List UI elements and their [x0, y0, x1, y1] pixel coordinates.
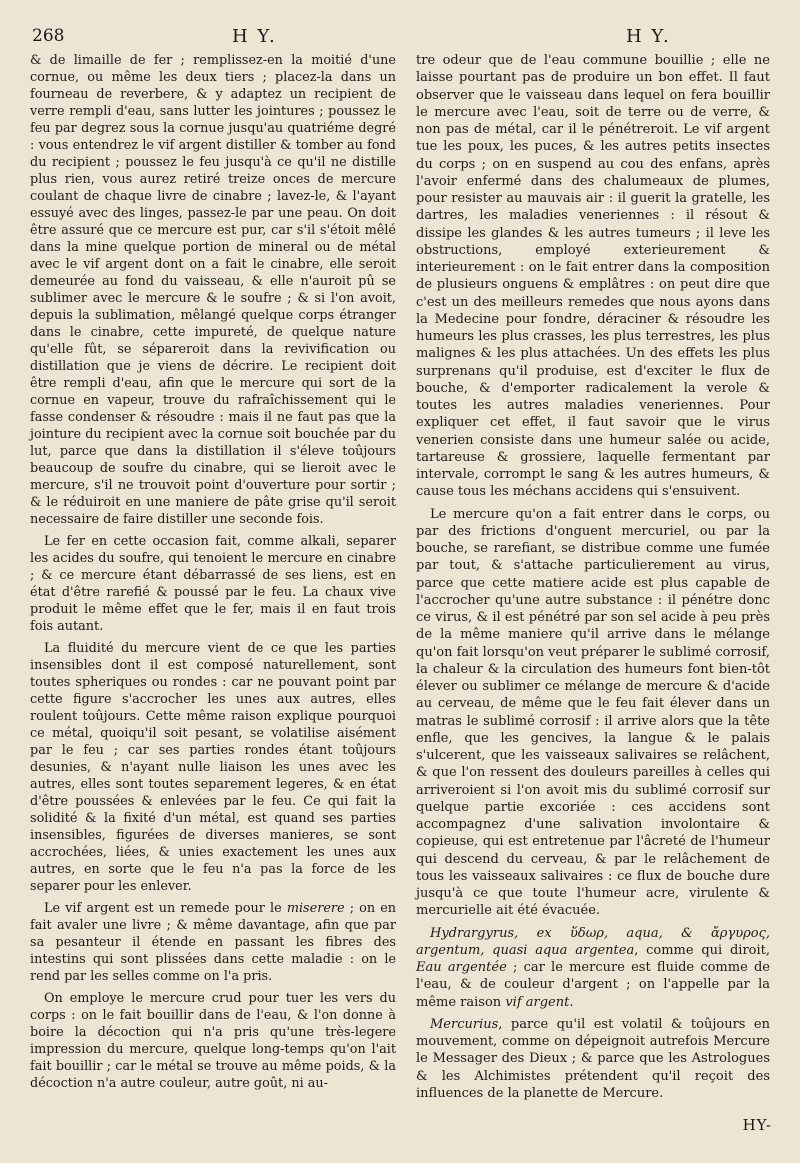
right-column [416, 52, 770, 1102]
paragraph: & de limaille de fer ; remplissez-en la moitié d'une cornue, ou même les deux tiers ; placez-la dans un fourneau de reverbere, & y adaptez un recipient de verre rempli d'eau, sans lutter les jointures ; poussez le feu par degrez sous la cornue jusqu'au quatriéme degré : vous entendrez le vif argent distiller & tomber au fond du recipient ; poussez le feu jusqu'à ce qu'il ne distille plus rien, vous aurez retiré treize onces de mercure coulant de chaque livre de cinabre ; lavez-le, & l'ayant essuyé avec des linges, passez-le par une peau. On doit être assuré que ce mercure est pur, car s'il s'étoit mêlé dans la mine quelque portion de mineral ou de métal avec le vif argent dont on a fait le cinabre, elle seroit demeurée au fond du vaisseau, & elle n'auroit pû se sublimer avec le mercure & le soufre ; & si l'on avoit, depuis la sublimation, mêlangé quelque corps étranger dans le cinabre, cette impureté, de quelque nature qu'elle fût, se sépareroit dans la revivification ou distillation que je viens de décrire. Le recipient doit être rempli d'eau, afin que le mercure qui sort de la cornue en vapeur, trouve du rafraîchissement qui le fasse condenser & résoudre : mais il ne faut pas que la jointure du recipient avec la cornue soit bouchée par du lut, parce que dans la distillation il s'éleve toûjours beaucoup de soufre du cinabre, qui se lieroit avec le mercure, s'il ne trouvoit point d'ouverture pour sortir ; & le réduiroit en une maniere de pâte grise qu'il seroit necessaire de faire distiller une seconde fois. [30, 53, 396, 527]
paragraph [416, 925, 770, 1011]
running-head-left: H Y. [232, 26, 277, 47]
text-run: ; on en fait avaler une livre ; & même davantage, afin que par sa pesanteur il étende en passant les fibres des intestins qui sont plissées dans cette maladie : on le rend par les selles comme on l'a pris. [30, 901, 397, 984]
catchword: HY- [742, 1116, 772, 1134]
text-run: , parce qu'il est volatil & toûjours en mouvement, comme on dépeignoit autrefois Mercure le Messager des Dieux ; & parce que les Astrologues & les Alchimistes prétendent qu'il reçoit des influences de la planette de Mercure. [416, 1016, 770, 1101]
paragraph: Le fer en cette occasion fait, comme alkali, separer les acides du soufre, qui tenoient le mercure en cinabre ; & ce mercure étant débarrassé de ses liens, est en état d'être rarefié & poussé par le feu. La chaux vive produit le même effet que le fer, mais il en faut trois fois autant. [30, 534, 396, 634]
etymology-term: Hydrargyrus, ex ὕδωρ, aqua, & ἄργυρος, argentum, quasi aqua argentea [416, 925, 770, 958]
paragraph [30, 900, 396, 985]
running-head-right: H Y. [626, 26, 671, 47]
etymology-term: vif argent [505, 994, 570, 1010]
etymology-term: Mercurius [430, 1016, 499, 1032]
text-run: Le vif argent est un remede pour le [44, 901, 287, 916]
page-header [30, 26, 778, 50]
paragraph [416, 1016, 770, 1102]
etymology-term: Eau argentée [416, 960, 507, 975]
left-column [30, 52, 396, 1092]
paragraph: On employe le mercure crud pour tuer les vers du corps : on le fait bouillir dans de l'eau, & l'on donne à boire la décoction qui n'a pris qu'une très-legere impression du mercure, quelque long-temps qu'on l'ait fait bouillir ; car le métal se trouve au même poids, & la décoction n'a autre couleur, autre goût, ni au- [30, 991, 396, 1091]
page-number: 268 [32, 26, 65, 46]
paragraph: Le mercure qu'on a fait entrer dans le corps, ou par des frictions d'onguent mercuriel, ou par la bouche, se rarefiant, se distribue comme une fumée par tout, & s'attache particulierement au virus, parce que cette matiere acide est plus capable de l'accrocher qu'une autre substance : il pénétre donc ce virus, & il est pénétré par son sel acide à peu près de la même maniere qu'il arrive dans le mélange qu'on fait lorsqu'on veut préparer le sublimé corrosif, la chaleur & la circulation des humeurs font bien-tôt élever ou sublimer ce mélange de mercure & d'acide au cerveau, de même que le feu fait élever dans un matras le sublimé corrosif : il arrive alors que la tête enfle, que les gencives, la langue & le palais s'ulcerent, que les vaisseaux salivaires se relâchent, & que l'on ressent des douleurs pareilles à celles qui arriveroient si l'on avoit mis du sublimé corrosif sur quelque partie excoriée : ces accidens sont accompagnez d'une salivation involontaire & copieuse, qui est entretenue par l'âcreté de l'humeur qui descend du cerveau, & par le relâchement de tous les vaisseaux salivaires : ce flux de bouche dure jusqu'à ce que toute l'humeur acre, virulente & mercurielle ait été évacuée. [416, 506, 770, 919]
latin-term: miserere [286, 901, 345, 916]
paragraph: La fluidité du mercure vient de ce que les parties insensibles dont il est composé naturellement, sont toutes spheriques ou rondes : car ne pouvant point par cette figure s'accrocher les unes aux autres, elles roulent toûjours. Cette même raison explique pourquoi ce métal, quoiqu'il soit pesant, se volatilise aisément par le feu ; car ses parties rondes étant toûjours desunies, & n'ayant nulle liaison les unes avec les autres, elles sont toutes separement legeres, & en état d'être poussées & enlevées par le feu. Ce qui fait la solidité & la fixité d'un métal, est quand ses parties insensibles, figurées de diverses manieres, se sont accrochées, liées, & unies exactement les unes aux autres, en sorte que le feu n'a pas la force de les separer pour les enlever. [30, 641, 396, 894]
text-run: , comme qui diroit, [634, 942, 771, 958]
text-run: ; car le mercure est fluide comme de l'eau, & de couleur d'argent ; on l'appelle par la même raison [416, 960, 771, 1010]
text-run: . [569, 994, 574, 1010]
paragraph: tre odeur que de l'eau commune bouillie ; elle ne laisse pourtant pas de produire un bon effet. Il faut observer que le vaisseau dans lequel on fera bouillir le mercure avec l'eau, soit de terre ou de verre, & non pas de métal, car il le pénétreroit. Le vif argent tue les poux, les puces, & les autres petits insectes du corps ; on en suspend au cou des enfans, après l'avoir enfermé dans des chalumeaux de plumes, pour resister au mauvais air : il guerit la gratelle, les dartres, les maladies veneriennes : il résout & dissipe les glandes & les autres tumeurs ; il leve les obstructions, employé exterieurement & interieurement : on le fait entrer dans la composition de plusieurs onguens & emplâtres : on peut dire que c'est un des meilleurs remedes que nous ayons dans la Medecine pour fondre, déraciner & résoudre les humeurs les plus crasses, les plus terrestres, les plus malignes & les plus attachées. Un des effets les plus surprenans qu'il produise, est d'exciter le flux de bouche, & d'emporter radicalement la verole & toutes les autres maladies veneriennes. Pour expliquer cet effet, il faut savoir que le virus venerien consiste dans une humeur salée ou acide, tartareuse & grossiere, laquelle fermentant par intervale, corrompt le sang & les autres humeurs, & cause tous les méchans accidens qui s'ensuivent. [416, 53, 770, 500]
